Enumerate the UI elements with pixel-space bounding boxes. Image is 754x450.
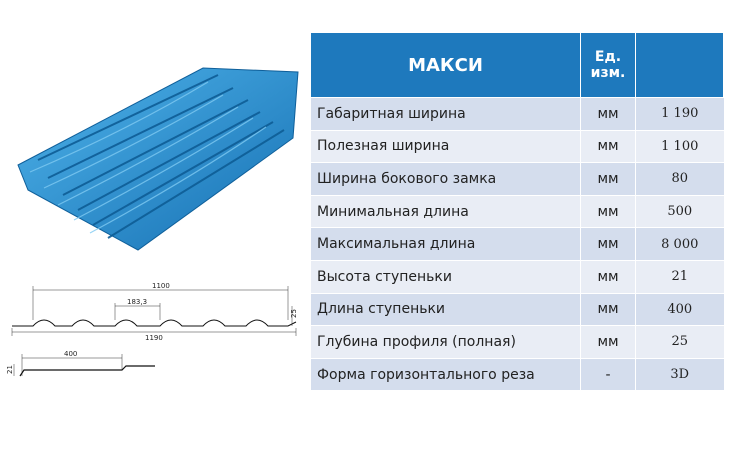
spec-label: Ширина бокового замка (311, 163, 581, 196)
spec-unit: мм (581, 326, 636, 359)
spec-unit: мм (581, 293, 636, 326)
dim-total-width: 1190 (145, 334, 163, 342)
spec-unit: мм (581, 260, 636, 293)
unit-header: Ед. изм. (581, 33, 636, 98)
spec-value: 80 (636, 163, 724, 196)
table-row (311, 293, 724, 326)
value-header (636, 33, 724, 98)
product-name: МАКСИ (311, 33, 581, 98)
table-row (311, 358, 724, 390)
spec-label: Глубина профиля (полная) (311, 326, 581, 359)
table-row (311, 195, 724, 228)
table-row (311, 260, 724, 293)
spec-label: Минимальная длина (311, 195, 581, 228)
spec-label: Длина ступеньки (311, 293, 581, 326)
spec-value: 1 190 (636, 98, 724, 131)
table-row (311, 98, 724, 131)
spec-unit: мм (581, 228, 636, 261)
spec-label: Полезная ширина (311, 130, 581, 163)
spec-value: 1 100 (636, 130, 724, 163)
spec-value: 25 (636, 326, 724, 359)
spec-value: 400 (636, 293, 724, 326)
table-row (311, 163, 724, 196)
dim-step-length: 400 (64, 350, 78, 358)
table-row (311, 228, 724, 261)
spec-unit: мм (581, 163, 636, 196)
profile-drawing (0, 278, 310, 400)
dim-profile-depth: 25 (290, 309, 298, 318)
dim-useful-width: 1100 (152, 282, 170, 290)
table-row (311, 326, 724, 359)
spec-table (310, 32, 724, 390)
dim-step-height: 21 (6, 365, 14, 374)
metal-tile-sheet-image (8, 60, 308, 260)
spec-value: 21 (636, 260, 724, 293)
spec-unit: - (581, 358, 636, 390)
spec-label: Габаритная ширина (311, 98, 581, 131)
spec-value: 500 (636, 195, 724, 228)
table-header-row (311, 33, 724, 98)
spec-label: Высота ступеньки (311, 260, 581, 293)
table-row (311, 130, 724, 163)
spec-value: 8 000 (636, 228, 724, 261)
spec-label: Максимальная длина (311, 228, 581, 261)
spec-label: Форма горизонтального реза (311, 358, 581, 390)
spec-unit: мм (581, 130, 636, 163)
spec-unit: мм (581, 195, 636, 228)
spec-value: 3D (636, 358, 724, 390)
spec-unit: мм (581, 98, 636, 131)
dim-wave-pitch: 183,3 (127, 298, 148, 306)
